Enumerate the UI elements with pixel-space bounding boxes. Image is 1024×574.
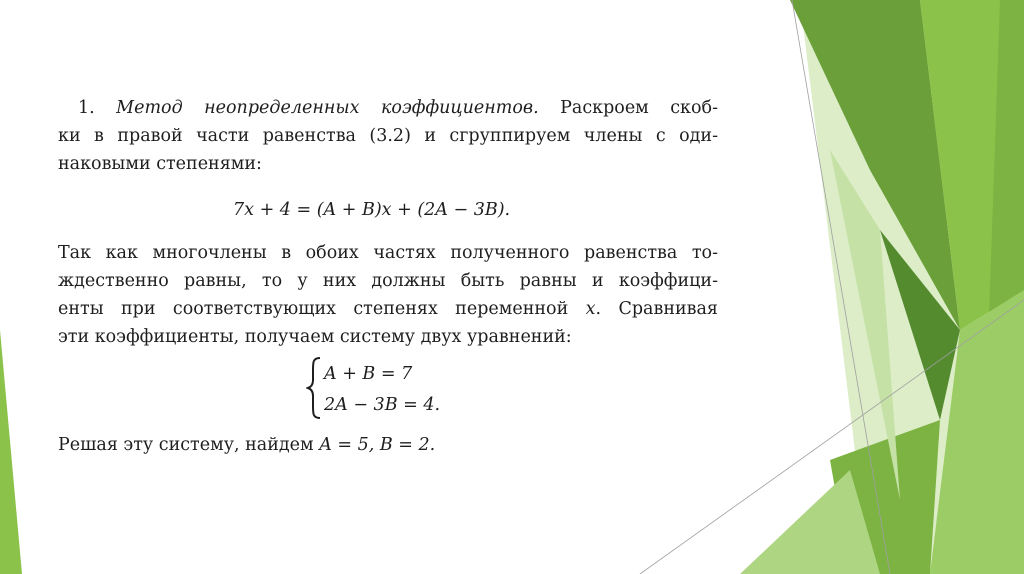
paragraph1-line1	[78, 100, 718, 118]
paragraph2-line3	[58, 301, 718, 319]
method-title: Метод неопределенных коэффициентов.	[116, 98, 539, 118]
left-green-strip	[0, 330, 22, 574]
variable-x: x	[585, 299, 596, 319]
system-equation-1: A + B = 7	[324, 364, 413, 384]
system-brace	[306, 356, 324, 420]
paragraph2-line2: ждественно равны, то у них должны быть равны и коэффици-	[58, 271, 718, 291]
paragraph2-line3-suffix: . Сравнивая	[595, 299, 718, 319]
conclusion-line	[58, 437, 435, 455]
paragraph2-line1: Так как многочлены в обоих частях полученного равенства то-	[58, 243, 718, 263]
system-equation-2: 2A − 3B = 4.	[324, 395, 441, 415]
paragraph2-line3-prefix: енты при соответствующих степенях переменной	[58, 299, 569, 319]
item-number: 1.	[78, 98, 95, 118]
paragraph2-line4: эти коэффициенты, получаем систему двух уравнений:	[58, 327, 572, 347]
paragraph1-line3: наковыми степенями:	[58, 154, 262, 174]
paragraph1-line2: ки в правой части равенства (3.2) и сгруппируем члены с оди-	[58, 126, 718, 146]
conclusion-result: A = 5, B = 2.	[319, 435, 436, 455]
equation-1: 7x + 4 = (A + B)x + (2A − 3B).	[233, 200, 511, 220]
paragraph1-line1-rest: Раскроем скоб-	[560, 98, 718, 118]
conclusion-prefix: Решая эту систему, найдем	[58, 435, 314, 455]
